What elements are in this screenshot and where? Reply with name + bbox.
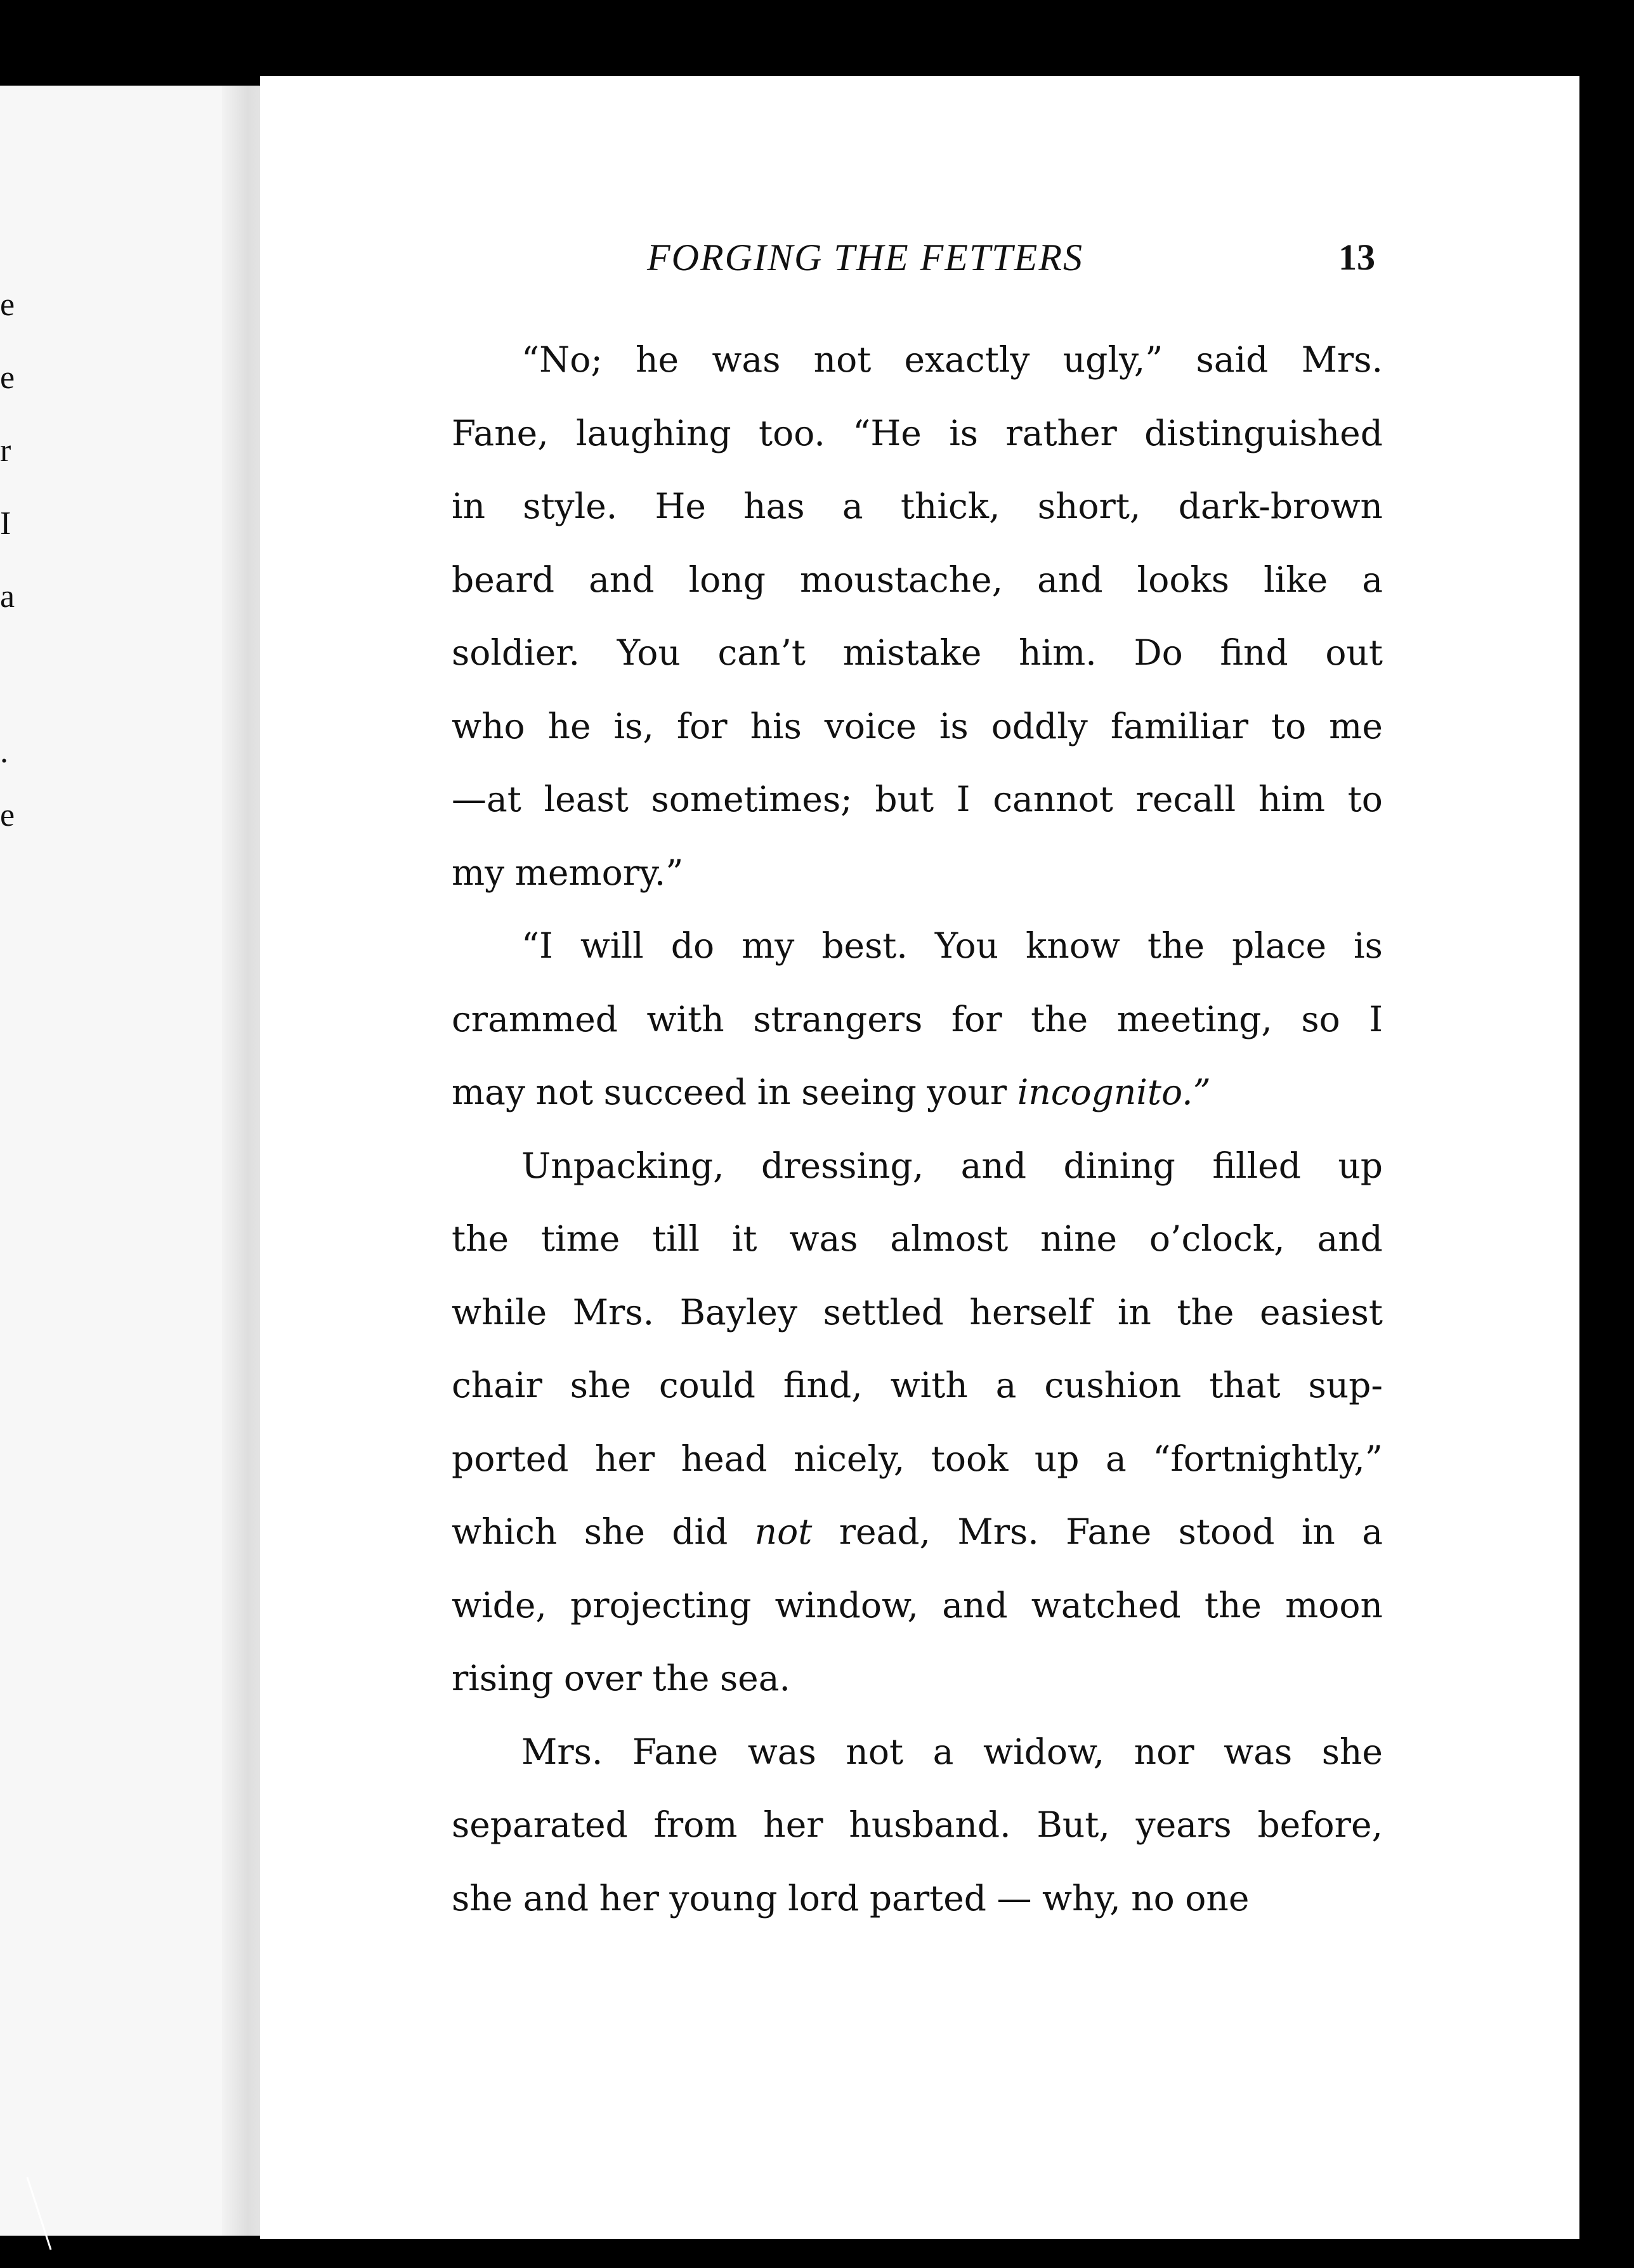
word: a: [995, 1365, 1017, 1405]
word: was: [1224, 1731, 1293, 1772]
word: do: [670, 925, 715, 966]
word: Bayley: [679, 1291, 798, 1333]
word: but: [875, 779, 934, 819]
word: know: [1026, 925, 1120, 966]
word: nine: [1040, 1218, 1118, 1259]
word: and: [942, 1584, 1008, 1626]
text-line: [452, 544, 1383, 617]
word: time: [540, 1218, 620, 1259]
word: out: [1325, 632, 1383, 673]
word: ported: [452, 1438, 569, 1479]
word: with: [890, 1365, 968, 1405]
word: the: [652, 1658, 710, 1698]
text-line: [452, 323, 1383, 397]
word: in: [1301, 1511, 1335, 1552]
word: is: [949, 412, 979, 453]
word: Fane: [632, 1731, 719, 1772]
edge-letter: I: [0, 505, 11, 542]
word: he: [547, 705, 591, 746]
word: the: [1177, 1291, 1234, 1333]
word: wide,: [452, 1584, 547, 1626]
word: exactly: [904, 339, 1030, 380]
word: and: [1037, 559, 1103, 600]
word: the: [1147, 925, 1205, 966]
word: why,: [1042, 1877, 1121, 1919]
word: moustache,: [800, 559, 1003, 600]
word: not: [535, 1072, 594, 1112]
word: mistake: [842, 632, 982, 673]
word: was: [789, 1218, 858, 1259]
word: till: [652, 1218, 700, 1259]
word: long: [688, 559, 766, 600]
word: it: [731, 1218, 757, 1259]
word: may: [452, 1072, 526, 1112]
word: best.: [821, 925, 908, 966]
word: a: [842, 486, 863, 526]
word: stood: [1178, 1511, 1275, 1552]
word: cushion: [1044, 1365, 1182, 1405]
word: parted: [869, 1877, 986, 1919]
word: least: [544, 779, 629, 819]
word: him: [1258, 779, 1325, 819]
word: thick,: [900, 486, 1000, 526]
word: the: [1204, 1584, 1262, 1626]
word: I: [956, 779, 971, 819]
word: sea.: [719, 1658, 790, 1698]
word: and: [960, 1145, 1027, 1186]
word: said: [1196, 339, 1269, 380]
word: before,: [1257, 1804, 1383, 1845]
word: laughing: [576, 412, 731, 453]
word: herself: [969, 1291, 1092, 1333]
word: voice: [824, 705, 917, 746]
word: the: [452, 1218, 509, 1259]
word: she: [452, 1877, 513, 1919]
edge-letter: .: [0, 734, 8, 770]
word: dark-brown: [1178, 486, 1383, 526]
word: crammed: [452, 998, 618, 1040]
text-line: [452, 1056, 1383, 1130]
word: for: [951, 998, 1002, 1040]
word: her: [594, 1438, 655, 1479]
word: took: [931, 1438, 1009, 1479]
word: cannot: [993, 779, 1113, 819]
word: head: [681, 1438, 768, 1479]
word: o’clock,: [1149, 1218, 1285, 1259]
word: moon: [1285, 1584, 1383, 1626]
word: short,: [1037, 486, 1141, 526]
word: recall: [1135, 779, 1236, 819]
text-line: [452, 1202, 1383, 1276]
word: and: [1317, 1218, 1383, 1259]
word: has: [743, 486, 805, 526]
word: a: [932, 1731, 954, 1772]
word: find,: [783, 1365, 863, 1405]
word: style.: [523, 486, 618, 526]
word: easiest: [1259, 1291, 1383, 1333]
word: over: [563, 1658, 642, 1698]
word: seeing: [801, 1072, 917, 1112]
word: did: [672, 1511, 728, 1552]
word: she: [570, 1365, 631, 1405]
word: find: [1220, 632, 1288, 673]
word: young: [669, 1877, 778, 1919]
word: a: [1362, 559, 1383, 600]
word: is: [1354, 925, 1383, 966]
word: is,: [613, 705, 654, 746]
word: Fane: [1066, 1511, 1152, 1552]
text-line: [452, 1130, 1383, 1203]
word: in: [757, 1072, 791, 1112]
word: Mrs.: [521, 1731, 603, 1772]
word: one: [1185, 1877, 1250, 1919]
word: chair: [452, 1365, 542, 1405]
word: years: [1135, 1804, 1232, 1845]
page-number: 13: [1338, 237, 1375, 278]
text-line: [452, 1789, 1383, 1862]
word: which: [452, 1511, 558, 1552]
word: Do: [1134, 632, 1183, 673]
text-line: [452, 470, 1383, 544]
word: to: [1271, 705, 1307, 746]
text-line: [452, 397, 1383, 471]
body-text: [452, 323, 1383, 1935]
word: she: [1321, 1731, 1383, 1772]
text-line: [452, 1716, 1383, 1789]
word: and: [523, 1877, 589, 1919]
word: widow,: [983, 1731, 1105, 1772]
word: husband.: [849, 1804, 1011, 1845]
word: projecting: [570, 1584, 752, 1626]
edge-letter: e: [0, 287, 15, 323]
word: separated: [452, 1804, 628, 1845]
word: like: [1264, 559, 1328, 600]
word: watched: [1031, 1584, 1181, 1626]
word: is: [939, 705, 969, 746]
word: sometimes;: [651, 779, 853, 819]
word: to: [1347, 779, 1383, 819]
text-line: [452, 1496, 1383, 1569]
word: succeed: [603, 1072, 747, 1112]
text-line: [452, 1569, 1383, 1643]
text-line: [452, 1642, 1383, 1716]
word: was: [747, 1731, 816, 1772]
text-line: [452, 1423, 1383, 1496]
edge-letter: r: [0, 433, 11, 469]
text-line: [452, 983, 1383, 1057]
word: filled: [1212, 1145, 1301, 1186]
word: he: [636, 339, 679, 380]
word: —: [997, 1877, 1032, 1919]
word: rising: [452, 1658, 554, 1698]
word: nicely,: [794, 1438, 905, 1479]
word: Mrs.: [1301, 339, 1383, 380]
word: incognito.”: [1017, 1072, 1211, 1112]
word: almost: [890, 1218, 1009, 1259]
word: not: [813, 339, 872, 380]
word: could: [658, 1365, 755, 1405]
word: the: [1031, 998, 1088, 1040]
word: ugly,”: [1062, 339, 1163, 380]
word: He: [655, 486, 706, 526]
word: a: [1362, 1511, 1383, 1552]
word: “I: [521, 925, 553, 966]
word: him.: [1019, 632, 1097, 673]
running-title: FORGING THE FETTERS: [647, 237, 1083, 278]
word: your: [927, 1072, 1007, 1112]
word: too.: [759, 412, 825, 453]
word: window,: [775, 1584, 919, 1626]
text-line: [452, 763, 1383, 837]
word: Mrs.: [572, 1291, 655, 1333]
word: my: [742, 925, 795, 966]
word: “He: [853, 412, 922, 453]
text-line: [452, 837, 1383, 910]
word: his: [750, 705, 802, 746]
word: a: [1105, 1438, 1127, 1479]
word: rather: [1005, 412, 1117, 453]
word: up: [1034, 1438, 1080, 1479]
edge-letter: e: [0, 797, 15, 833]
word: her: [763, 1804, 823, 1845]
word: my: [452, 852, 505, 893]
word: for: [676, 705, 728, 746]
word: meeting,: [1116, 998, 1272, 1040]
word: while: [452, 1291, 547, 1333]
word: lord: [788, 1877, 859, 1919]
word: Fane,: [452, 412, 549, 453]
text-line: [452, 616, 1383, 690]
word: settled: [823, 1291, 944, 1333]
word: not: [754, 1511, 813, 1552]
text-line: [452, 1349, 1383, 1423]
word: so: [1301, 998, 1340, 1040]
word: up: [1338, 1145, 1383, 1186]
word: Mrs.: [957, 1511, 1039, 1552]
word: was: [712, 339, 781, 380]
word: dining: [1063, 1145, 1175, 1186]
word: You: [934, 925, 998, 966]
text-line: [452, 690, 1383, 764]
word: “fortnightly,”: [1153, 1438, 1383, 1479]
word: in: [1117, 1291, 1151, 1333]
word: But,: [1036, 1804, 1110, 1845]
word: Unpacking,: [521, 1145, 724, 1186]
text-line: [452, 1276, 1383, 1350]
word: who: [452, 705, 525, 746]
word: and: [589, 559, 655, 600]
word: looks: [1137, 559, 1229, 600]
word: with: [646, 998, 724, 1040]
word: not: [846, 1731, 904, 1772]
word: sup-: [1308, 1365, 1383, 1405]
word: from: [653, 1804, 738, 1845]
word: no: [1131, 1877, 1175, 1919]
word: distinguished: [1144, 412, 1383, 453]
word: that: [1209, 1365, 1281, 1405]
word: “No;: [521, 339, 603, 380]
word: read,: [839, 1511, 931, 1552]
word: can’t: [717, 632, 806, 673]
left-page: [0, 86, 247, 2236]
text-line: [452, 909, 1383, 983]
word: strangers: [753, 998, 923, 1040]
word: her: [599, 1877, 659, 1919]
word: place: [1232, 925, 1327, 966]
edge-letter: a: [0, 578, 15, 615]
word: in: [452, 486, 486, 526]
word: soldier.: [452, 632, 580, 673]
word: will: [580, 925, 644, 966]
word: You: [617, 632, 681, 673]
word: she: [584, 1511, 645, 1552]
word: memory.”: [514, 852, 684, 893]
word: nor: [1134, 1731, 1194, 1772]
word: I: [1369, 998, 1383, 1040]
word: dressing,: [761, 1145, 924, 1186]
word: —at: [452, 779, 521, 819]
edge-letter: e: [0, 360, 15, 396]
word: oddly: [991, 705, 1088, 746]
word: me: [1329, 705, 1383, 746]
word: familiar: [1110, 705, 1249, 746]
word: beard: [452, 559, 555, 600]
text-line: [452, 1862, 1383, 1936]
